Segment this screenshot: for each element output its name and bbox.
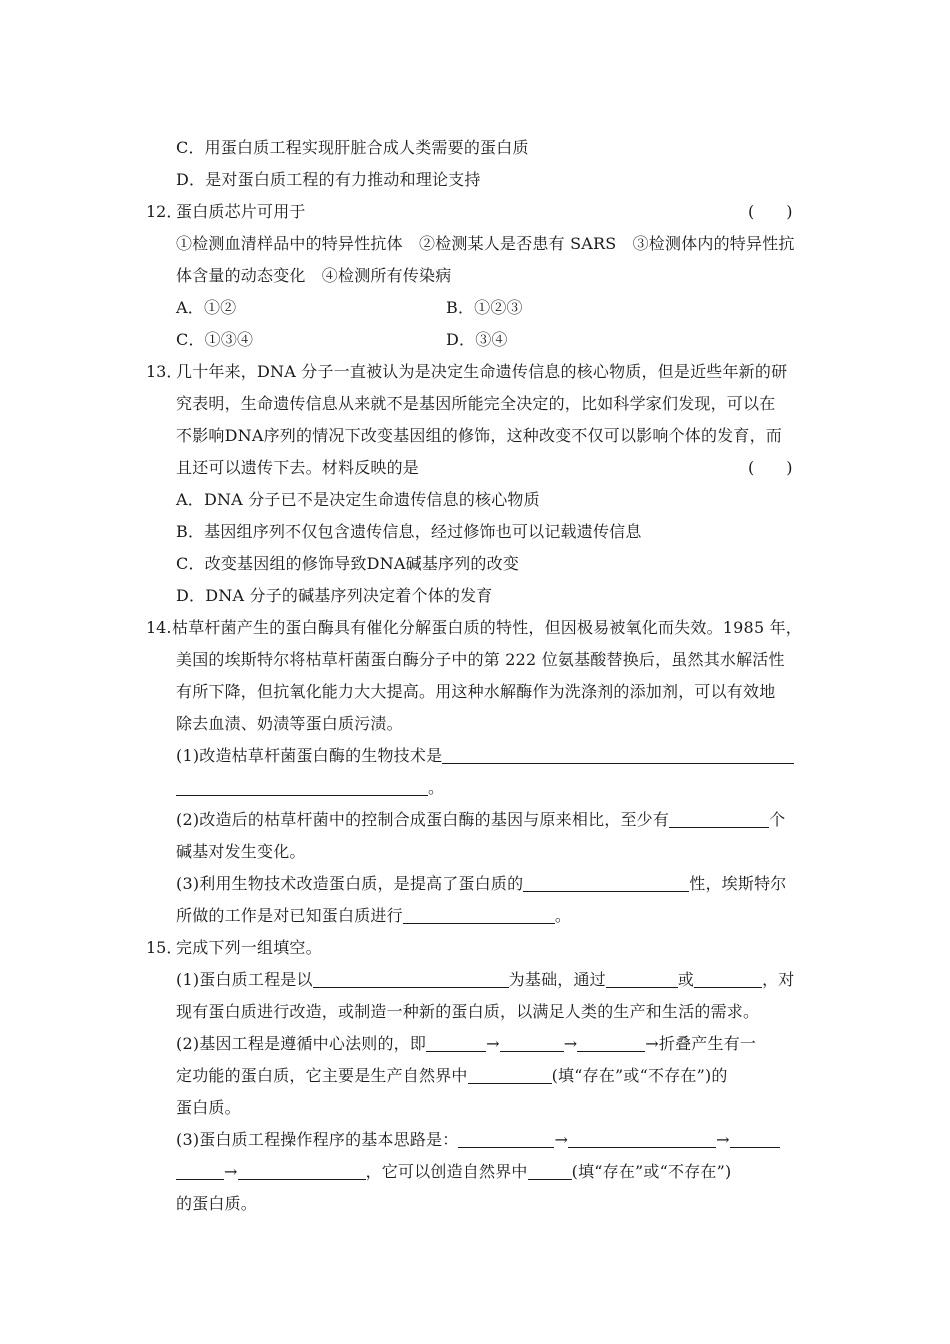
q12-option-d: D．③④ bbox=[446, 330, 508, 349]
q15-sub3-blank1[interactable] bbox=[458, 1129, 554, 1148]
q13-option-b: B．基因组序列不仅包含遗传信息，经过修饰也可以记载遗传信息 bbox=[176, 522, 642, 541]
q15-sub3-end: 的蛋白质。 bbox=[176, 1194, 258, 1213]
q14-sub1-blank[interactable] bbox=[442, 745, 794, 764]
arrow-icon: → bbox=[554, 1130, 569, 1149]
q15-sub1 bbox=[176, 968, 794, 992]
arrow-icon: → bbox=[486, 1034, 500, 1053]
q14-sub2 bbox=[176, 808, 785, 832]
q14-sub3-prompt: (3)利用生物技术改造蛋白质，是提高了蛋白质的 bbox=[176, 874, 524, 893]
q12-option-c: C．①③④ bbox=[176, 330, 254, 349]
q15-sub2-prompt: (2)基因工程是遵循中心法则的，即 bbox=[176, 1034, 427, 1053]
q15-sub1-blank2[interactable] bbox=[606, 969, 678, 988]
q15-sub2 bbox=[176, 1032, 756, 1056]
q14-number: 14. bbox=[146, 618, 172, 637]
q15-sub2-end: 蛋白质。 bbox=[176, 1098, 241, 1117]
q15-sub3-blank5[interactable] bbox=[528, 1161, 572, 1180]
q15-sub1-or: 或 bbox=[677, 970, 695, 989]
q13-option-d: D．DNA 分子的碱基序列决定着个体的发育 bbox=[176, 586, 493, 605]
q15-sub1-tail: ，对 bbox=[762, 970, 795, 989]
q14-stem-line: 美国的埃斯特尔将枯草杆菌蛋白酶分子中的第 222 位氨基酸替换后，虽然其水解活性 bbox=[176, 650, 785, 669]
q14-sub3-blank2[interactable] bbox=[403, 905, 555, 924]
q14-sub3-end: 。 bbox=[554, 906, 572, 925]
q15-sub1-text: 为基础，通过 bbox=[508, 970, 606, 989]
q15-sub1-cont: 现有蛋白质进行改造，或制造一种新的蛋白质，以满足人类的生产和生活的需求。 bbox=[176, 1002, 760, 1021]
q14-sub3 bbox=[176, 872, 786, 896]
q11-option-c: C．用蛋白质工程实现肝脏合成人类需要的蛋白质 bbox=[176, 138, 529, 157]
q15-sub2-blank1[interactable] bbox=[426, 1033, 486, 1052]
q14-sub3-cont bbox=[176, 904, 571, 928]
q12-stem: 蛋白质芯片可用于 bbox=[176, 202, 306, 221]
q15-sub2-cont bbox=[176, 1064, 728, 1088]
q13-stem-line: 究表明，生命遗传信息从来就不是基因所能完全决定的，比如科学家们发现，可以在 bbox=[176, 394, 776, 413]
q14-stem-line: 除去血渍、奶渍等蛋白质污渍。 bbox=[176, 714, 403, 733]
q15-sub2-hint: (填“存在”或“不存在”)的 bbox=[551, 1066, 728, 1085]
q15-sub3-cont bbox=[176, 1160, 731, 1184]
q14-stem-line: 有所下降，但抗氧化能力大大提高。用这种水解酶作为洗涤剂的添加剂，可以有效地 bbox=[176, 682, 776, 701]
q15-sub3-blank3-cont[interactable] bbox=[176, 1161, 224, 1180]
arrow-icon: → bbox=[645, 1034, 659, 1053]
q15-sub3-blank2[interactable] bbox=[568, 1129, 716, 1148]
q14-sub1 bbox=[176, 744, 794, 768]
q14-sub2-prompt: (2)改造后的枯草杆菌中的控制合成蛋白酶的基因与原来相比，至少有 bbox=[176, 810, 670, 829]
q14-sub3-blank1[interactable] bbox=[523, 873, 689, 892]
q14-sub3-mid: 性，埃斯特尔 bbox=[689, 874, 787, 893]
q14-sub1-prompt: (1)改造枯草杆菌蛋白酶的生物技术是 bbox=[176, 746, 443, 765]
q13-stem-line: 几十年来，DNA 分子一直被认为是决定生命遗传信息的核心物质，但是近些年新的研 bbox=[176, 362, 788, 381]
q15-sub3-text: ，它可以创造自然界中 bbox=[365, 1162, 528, 1181]
arrow-icon: → bbox=[224, 1162, 238, 1181]
q15-sub2-blank2[interactable] bbox=[500, 1033, 564, 1052]
q13-option-a: A．DNA 分子已不是决定生命遗传信息的核心物质 bbox=[176, 490, 540, 509]
q15-stem: 完成下列一组填空。 bbox=[176, 938, 322, 957]
arrow-icon: → bbox=[716, 1130, 730, 1149]
q15-sub3-blank3[interactable] bbox=[730, 1129, 780, 1148]
q15-sub3-prompt: (3)蛋白质工程操作程序的基本思路是： bbox=[176, 1130, 459, 1149]
q12-option-a: A．①② bbox=[176, 298, 237, 317]
q15-sub2-tail: 折叠产生有一 bbox=[658, 1034, 757, 1053]
q15-sub2-prompt2: 定功能的蛋白质，它主要是生产自然界中 bbox=[176, 1066, 468, 1085]
q15-sub3-blank4[interactable] bbox=[238, 1161, 366, 1180]
q12-answer-paren: ( ) bbox=[748, 202, 793, 221]
q13-stem-line: 不影响DNA序列的情况下改变基因组的修饰，这种改变不仅可以影响个体的发育，而 bbox=[176, 426, 782, 445]
q13-answer-paren: ( ) bbox=[748, 458, 793, 477]
q15-sub1-prompt: (1)蛋白质工程是以 bbox=[176, 970, 313, 989]
q12-items-line: ①检测血清样品中的特异性抗体 ②检测某人是否患有 SARS ③检测体内的特异性抗 bbox=[176, 234, 795, 253]
q13-number: 13． bbox=[146, 362, 183, 381]
q15-number: 15． bbox=[146, 938, 183, 957]
arrow-icon: → bbox=[563, 1034, 578, 1053]
q15-sub2-blank4[interactable] bbox=[468, 1065, 552, 1084]
q12-option-b: B．①②③ bbox=[446, 298, 523, 317]
q12-items-line: 体含量的动态变化 ④检测所有传染病 bbox=[176, 266, 452, 285]
q15-sub3-hint: (填“存在”或“不存在”) bbox=[571, 1162, 732, 1181]
q15-sub2-blank3[interactable] bbox=[577, 1033, 645, 1052]
q14-stem-line: 枯草杆菌产生的蛋白酶具有催化分解蛋白质的特性，但因极易被氧化而失效。1985 年， bbox=[172, 618, 803, 637]
q13-option-c: C．改变基因组的修饰导致DNA碱基序列的改变 bbox=[176, 554, 520, 573]
q14-sub2-cont: 碱基对发生变化。 bbox=[176, 842, 306, 861]
q14-sub2-unit: 个 bbox=[769, 810, 786, 829]
q11-option-d: D．是对蛋白质工程的有力推动和理论支持 bbox=[176, 170, 481, 189]
q14-sub2-blank[interactable] bbox=[669, 809, 769, 828]
q14-sub1-cont bbox=[176, 776, 444, 800]
q15-sub1-blank1[interactable] bbox=[313, 969, 509, 988]
q13-stem-line: 且还可以遗传下去。材料反映的是 bbox=[176, 458, 420, 477]
q12-number: 12． bbox=[146, 202, 183, 221]
q14-sub1-end: 。 bbox=[428, 778, 445, 797]
q15-sub3 bbox=[176, 1128, 780, 1152]
q15-sub1-blank3[interactable] bbox=[694, 969, 762, 988]
q14-sub1-blank-cont[interactable] bbox=[176, 777, 428, 796]
q14-sub3-prompt2: 所做的工作是对已知蛋白质进行 bbox=[176, 906, 403, 925]
